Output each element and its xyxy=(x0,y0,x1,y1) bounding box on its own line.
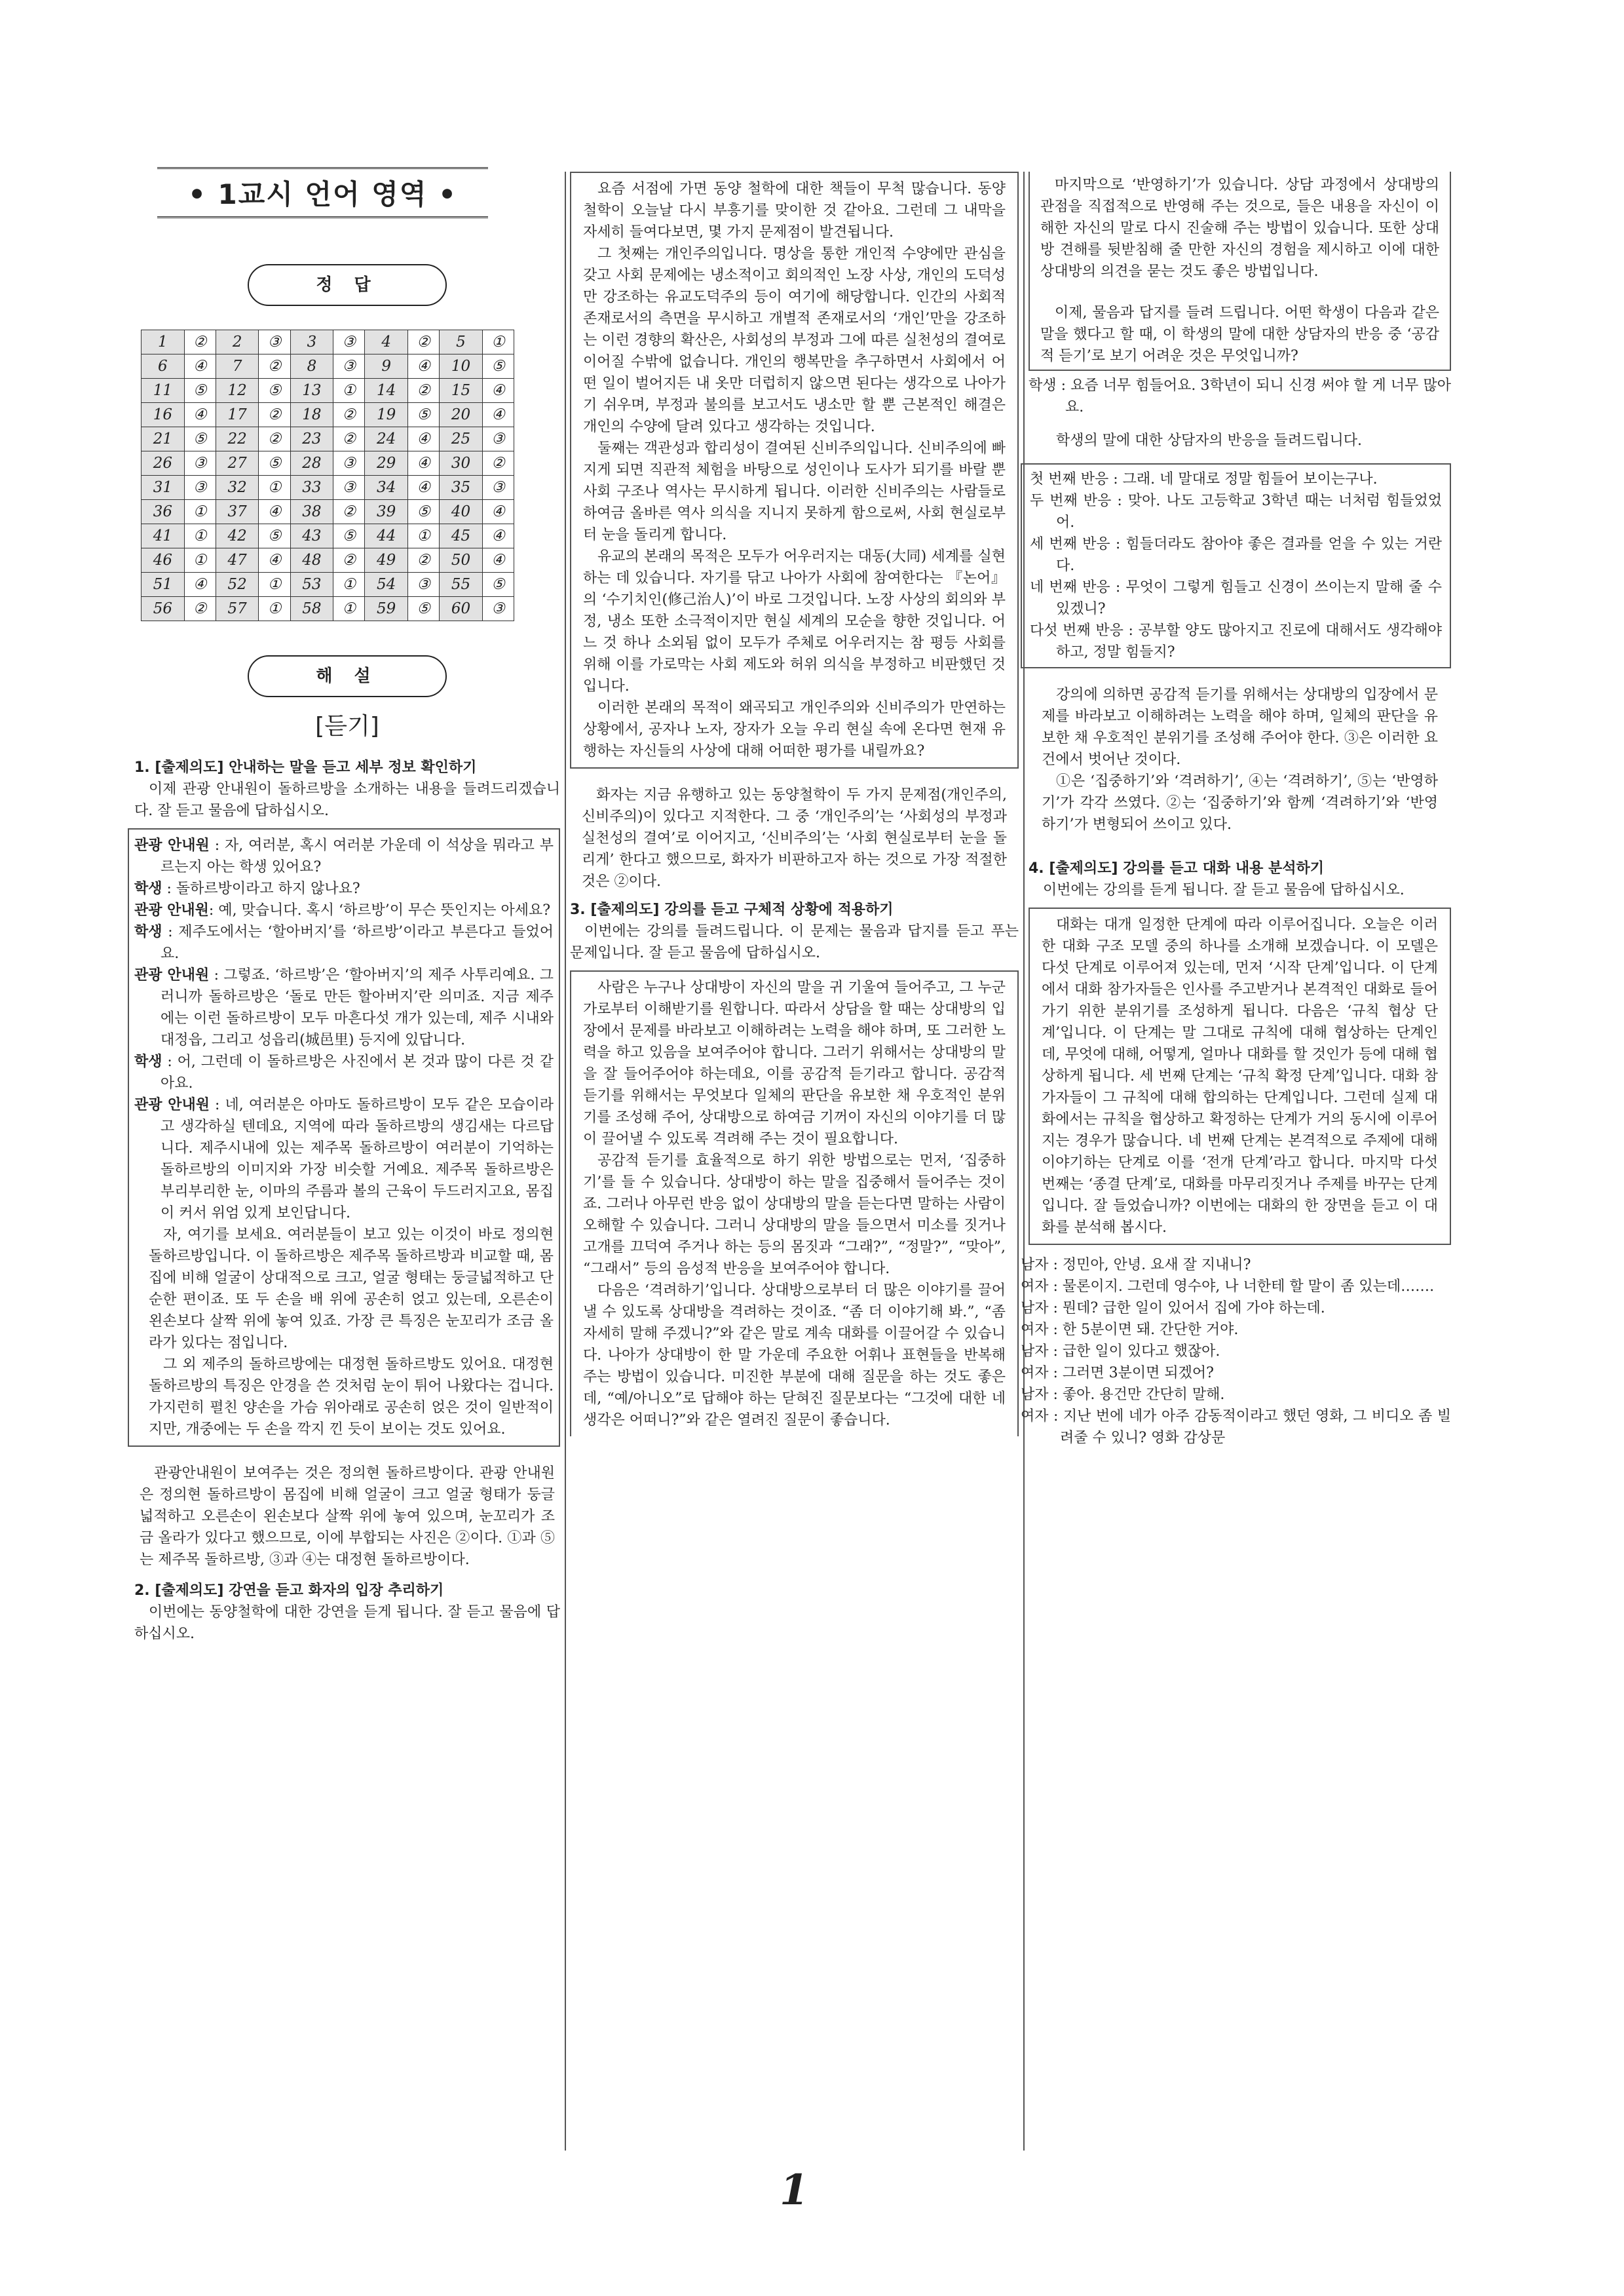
answer-number: 24 xyxy=(365,427,408,451)
answer-row xyxy=(142,451,514,476)
column-2 xyxy=(570,172,1019,1436)
column-rule-left xyxy=(565,172,566,2151)
dialog-line xyxy=(134,878,554,900)
answer-number: 60 xyxy=(440,597,483,621)
answer-row xyxy=(142,330,514,354)
answer-number: 59 xyxy=(365,597,408,621)
answer-row xyxy=(142,597,514,621)
answer-choice: ② xyxy=(408,548,440,573)
dialog-line xyxy=(134,965,554,1051)
answer-number: 52 xyxy=(216,573,259,597)
answer-label: 정 답 xyxy=(248,264,447,306)
answer-choice: ③ xyxy=(482,427,514,451)
answer-number: 32 xyxy=(216,476,259,500)
q3-lecture-paragraph: 마지막으로 ‘반영하기’가 있습니다. 상담 과정에서 상대방의 관점을 직접적으로 반영해 주는 것으로, 들은 내용을 자신이 이해한 자신의 말로 다시 진술해 주는 방법이 있습니다. 또한 상대방 견해를 뒷받침해 줄 만한 자신의 경험을 제시하고 이에 대한 상대방의 의견을 묻는 것도 좋은 방법입니다. xyxy=(1040,177,1439,280)
answer-number: 26 xyxy=(142,451,185,476)
dialog-line xyxy=(134,1354,554,1440)
answer-row xyxy=(142,354,514,379)
q2-lecture-paragraph: 요즘 서점에 가면 동양 철학에 대한 책들이 무척 많습니다. 동양 철학이 오늘날 다시 부흥기를 맞이한 것 같아요. 그런데 그 내막을 자세히 들여다보면, 몇 가지 문제점이 발견됩니다. xyxy=(583,181,1006,240)
answer-number: 12 xyxy=(216,379,259,403)
answer-number: 50 xyxy=(440,548,483,573)
speaker-label: 관광 안내원 xyxy=(134,1097,210,1113)
answer-choice: ③ xyxy=(333,354,365,379)
answer-number: 40 xyxy=(440,500,483,524)
page-number: 1 xyxy=(780,2166,809,2215)
answer-number: 58 xyxy=(290,597,333,621)
answer-number: 37 xyxy=(216,500,259,524)
answer-choice: ① xyxy=(482,330,514,354)
dialog-line: 여자 : 물론이지. 그런데 영수야, 나 너한테 할 말이 좀 있는데……. xyxy=(1021,1278,1435,1295)
answer-choice: ② xyxy=(333,403,365,427)
speaker-label: 관광 안내원 xyxy=(134,837,210,854)
dialog-line: 남자 : 뭔데? 급한 일이 있어서 집에 가야 하는데. xyxy=(1021,1300,1325,1316)
q1-commentary: 관광안내원이 보여주는 것은 정의현 돌하르방이다. 관광 안내원은 정의현 돌하르방이 몸집에 비해 얼굴이 크고 얼굴 형태가 둥글넓적하고 오른손이 왼손보다 살짝 위에 놓여 있으며, 눈꼬리가 조금 올라가 있다고 했으므로, 이에 부합되는 사진은 ②이다. ①과 ⑤는 제주목 돌하르방, ③과 ④는 대정현 돌하르방이다. xyxy=(140,1465,555,1568)
answer-number: 46 xyxy=(142,548,185,573)
dialog-line xyxy=(134,921,554,965)
answer-choice: ⑤ xyxy=(259,524,290,548)
answer-choice: ② xyxy=(259,403,290,427)
dialog-line: 여자 : 지난 번에 네가 아주 감동적이라고 했던 영화, 그 비디오 좀 빌려줄 수 있니? 영화 감상문 xyxy=(1021,1408,1451,1446)
answer-choice: ② xyxy=(482,451,514,476)
answer-number: 30 xyxy=(440,451,483,476)
q3-responses-box xyxy=(1021,463,1451,668)
answer-choice: ③ xyxy=(482,476,514,500)
page-title: • 1교시 언어 영역 • xyxy=(157,167,488,218)
q3-lecture-paragraph: 이제, 물음과 답지를 들려 드립니다. 어떤 학생이 다음과 같은 말을 했다고 할 때, 이 학생의 말에 대한 상담자의 반응 중 ‘공감적 듣기’로 보기 어려운 것은 무엇입니까? xyxy=(1040,305,1439,364)
response-line: 세 번째 반응 : 힘들더라도 참아야 좋은 결과를 얻을 수 있는 거란다. xyxy=(1030,536,1442,574)
dialog-line xyxy=(134,835,554,878)
dialog-line: 남자 : 정민아, 안녕. 요새 잘 지내니? xyxy=(1021,1257,1251,1273)
answer-choice: ③ xyxy=(184,476,216,500)
answer-number: 15 xyxy=(440,379,483,403)
answer-choice: ④ xyxy=(408,476,440,500)
answer-number: 19 xyxy=(365,403,408,427)
answer-number: 43 xyxy=(290,524,333,548)
answer-number: 10 xyxy=(440,354,483,379)
answer-choice: ⑤ xyxy=(333,524,365,548)
response-line: 다섯 번째 반응 : 공부할 양도 많아지고 진로에 대해서도 생각해야 하고, 정말 힘들지? xyxy=(1030,622,1442,660)
answer-choice: ② xyxy=(333,548,365,573)
speaker-label: 관광 안내원 xyxy=(134,967,210,984)
answer-number: 36 xyxy=(142,500,185,524)
q3-lecture-paragraph: 공감적 듣기를 효율적으로 하기 위한 방법으로는 먼저, ‘집중하기’를 들 수 있습니다. 상대방이 하는 말을 집중해서 들어주는 것이죠. 그러나 아무런 반응 없이 상대방의 말을 듣는다면 말하는 사람이 오해할 수 있습니다. 그러니 상대방의 말을 들으면서 미소를 짓거나 고개를 끄덕여 주거나 하는 등의 몸짓과 “그래?”, “정말?”, “맞아”, “그래서” 등의 음성적 반응을 보여주어야 합니다. xyxy=(583,1153,1006,1277)
answer-choice: ① xyxy=(408,524,440,548)
answer-choice: ④ xyxy=(482,524,514,548)
answer-choice: ⑤ xyxy=(184,379,216,403)
answer-choice: ⑤ xyxy=(408,597,440,621)
dialog-text: : 네, 여러분은 아마도 돌하르방이 모두 같은 모습이라고 생각하실 텐데요, 지역에 따라 돌하르방의 생김새는 다르답니다. 제주시내에 있는 제주목 돌하르방이 여러분이 기억하는 돌하르방의 이미지와 가장 비슷할 거예요. 제주목 돌하르방은 부리부리한 눈, 이마의 주름과 볼의 근육이 두드러지고요, 몸집이 커서 위엄 있게 보인답니다. xyxy=(161,1097,554,1221)
q3-script-box xyxy=(570,970,1019,1436)
answer-number: 17 xyxy=(216,403,259,427)
answer-number: 55 xyxy=(440,573,483,597)
dialog-line xyxy=(134,900,554,921)
answer-choice: ③ xyxy=(408,573,440,597)
dialog-text: : 돌하르방이라고 하지 않나요? xyxy=(162,881,360,897)
answer-number: 27 xyxy=(216,451,259,476)
dialog-line xyxy=(134,1224,554,1354)
answer-choice: ④ xyxy=(184,354,216,379)
q2-heading: 2. [출제의도] 강연을 듣고 화자의 입장 추리하기 xyxy=(134,1582,444,1599)
q3-student-line: 학생 : 요즘 너무 힘들어요. 3학년이 되니 신경 써야 할 게 너무 많아요. xyxy=(1029,377,1451,415)
answer-number: 56 xyxy=(142,597,185,621)
answer-choice: ⑤ xyxy=(408,403,440,427)
q4-lecture: 대화는 대개 일정한 단계에 따라 이루어집니다. 오늘은 이러한 대화 구조 모델 중의 하나를 소개해 보겠습니다. 이 모델은 다섯 단계로 이루어져 있는데, 먼저 ‘시작 단계’입니다. 이 단계에서 대화 참가자들은 인사를 주고받거나 본격적인 대화로 들어가기 위한 분위기를 조성하게 됩니다. 다음은 ‘규칙 협상 단계’입니다. 이 단계는 말 그대로 규칙에 대해 협상하는 단계인데, 무엇에 대해, 어떻게, 얼마나 대화를 할 것인가 등에 대해 협상하게 됩니다. 세 번째 단계는 ‘규칙 확정 단계’입니다. 대화 참가자들이 그 규칙에 대해 합의하는 단계입니다. 그런데 실제 대화에서는 규칙을 협상하고 확정하는 단계가 거의 동시에 이루어지는 경우가 많습니다. 네 번째 단계는 본격적으로 주제에 대해 이야기하는 단계로 이를 ‘전개 단계’라고 합니다. 마지막 다섯 번째는 ‘종결 단계’로, 대화를 마무리짓거나 주제를 바꾸는 단계입니다. 잘 들었습니까? 이번에는 대화의 한 장면을 듣고 이 대화를 분석해 봅시다. xyxy=(1042,917,1438,1236)
answer-number: 42 xyxy=(216,524,259,548)
answer-number: 28 xyxy=(290,451,333,476)
answer-choice: ② xyxy=(333,500,365,524)
answer-number: 49 xyxy=(365,548,408,573)
answer-choice: ⑤ xyxy=(482,573,514,597)
answer-choice: ③ xyxy=(184,451,216,476)
answer-number: 51 xyxy=(142,573,185,597)
answer-number: 38 xyxy=(290,500,333,524)
column-3 xyxy=(1021,172,1451,1449)
answer-choice: ② xyxy=(333,427,365,451)
q2-lecture-paragraph: 이러한 본래의 목적이 왜곡되고 개인주의와 신비주의가 만연하는 상황에서, 공자나 노자, 장자가 오늘 우리 현실 속에 온다면 현재 유행하는 자신들의 사상에 대해 어떠한 평가를 내릴까요? xyxy=(583,700,1006,759)
dialog-text: : 예, 맞습니다. 혹시 ‘하르방’이 무슨 뜻인지는 아세요? xyxy=(208,902,551,919)
answer-number: 44 xyxy=(365,524,408,548)
answer-choice: ① xyxy=(333,379,365,403)
answer-number: 53 xyxy=(290,573,333,597)
q1-heading: 1. [출제의도] 안내하는 말을 듣고 세부 정보 확인하기 xyxy=(134,759,477,776)
response-line: 첫 번째 반응 : 그래. 네 말대로 정말 힘들어 보이는구나. xyxy=(1030,471,1378,488)
answer-number: 22 xyxy=(216,427,259,451)
q3-lecture-paragraph: 다음은 ‘격려하기’입니다. 상대방으로부터 더 많은 이야기를 끌어낼 수 있도록 상대방을 격려하는 것이죠. “좀 더 이야기해 봐.”, “좀 자세히 말해 주겠니?”와 같은 말로 계속 대화를 이끌어갈 수 있습니다. 나아가 상대방이 한 말 가운데 주요한 어휘나 표현들을 반복해 주는 방법이 있습니다. 미진한 부분에 대해 질문을 하는 것도 좋은데, “예/아니오”로 답해야 하는 닫혀진 질문보다는 “그것에 대한 네 생각은 어떠니?”와 같은 열려진 질문이 좋습니다. xyxy=(583,1282,1006,1428)
answer-number: 7 xyxy=(216,354,259,379)
speaker-label: 학생 xyxy=(134,881,162,897)
answer-table xyxy=(141,330,514,621)
q3-lecture-paragraph: 사람은 누구나 상대방이 자신의 말을 귀 기울여 들어주고, 그 누군가로부터 이해받기를 원합니다. 따라서 상담을 할 때는 상대방의 입장에서 문제를 바라보고 이해하려는 노력을 해야 하며, 또 그러한 노력을 하고 있음을 보여주어야 합니다. 그러기 위해서는 상대방의 말을 잘 들어주어야 하는데요, 이를 공감적 듣기라고 합니다. 공감적 듣기를 위해서는 무엇보다 일체의 판단을 유보한 채 우호적인 분위기를 조성해 주어, 상대방으로 하여금 기꺼이 자신의 이야기를 더 많이 끌어낼 수 있도록 격려해 주는 것이 필요합니다. xyxy=(583,980,1006,1147)
response-line: 네 번째 반응 : 무엇이 그렇게 힘들고 신경이 쓰이는지 말해 줄 수 있겠니? xyxy=(1030,579,1442,617)
speaker-label: 학생 xyxy=(134,924,162,940)
answer-row xyxy=(142,548,514,573)
answer-number: 3 xyxy=(290,330,333,354)
answer-choice: ① xyxy=(184,548,216,573)
q3-script-box-continued xyxy=(1029,172,1451,371)
answer-choice: ④ xyxy=(482,379,514,403)
q4-script-box xyxy=(1029,908,1451,1245)
answer-choice: ④ xyxy=(482,548,514,573)
answer-choice: ④ xyxy=(259,548,290,573)
q3-heading: 3. [출제의도] 강의를 듣고 구체적 상황에 적용하기 xyxy=(570,902,894,918)
q2-lecture-paragraph: 둘째는 객관성과 합리성이 결여된 신비주의입니다. 신비주의에 빠지게 되면 직관적 체험을 바탕으로 성인이나 도사가 되기를 바랄 뿐 사회 구조나 역사는 무시하게 됩니다. 이러한 신비주의는 사람들로 하여금 올바른 역사 의식을 지니지 못하게 함으로써, 사회 현실로부터 눈을 돌리게 합니다. xyxy=(583,440,1006,543)
answer-number: 9 xyxy=(365,354,408,379)
answer-number: 48 xyxy=(290,548,333,573)
answer-row xyxy=(142,476,514,500)
answer-number: 31 xyxy=(142,476,185,500)
answer-choice: ② xyxy=(184,597,216,621)
section-heading: [듣기] xyxy=(315,713,379,740)
answer-choice: ④ xyxy=(184,573,216,597)
answer-choice: ④ xyxy=(408,427,440,451)
answer-choice: ④ xyxy=(259,500,290,524)
dialog-text: 자, 여기를 보세요. 여러분들이 보고 있는 이것이 바로 정의현 돌하르방입니다. 이 돌하르방은 제주목 돌하르방과 비교할 때, 몸집에 비해 얼굴이 상대적으로 크고, 얼굴 형태는 둥글넓적하고 단순한 편이죠. 또 두 손을 배 위에 공손히 얹고 있는데, 오른손이 왼손보다 살짝 위에 놓여 있죠. 가장 큰 특징은 눈꼬리가 조금 올라가 있다는 점입니다. xyxy=(149,1227,554,1351)
answer-number: 45 xyxy=(440,524,483,548)
answer-choice: ② xyxy=(259,427,290,451)
dialog-text: : 자, 여러분, 혹시 여러분 가운데 이 석상을 뭐라고 부르는지 아는 학생 있어요? xyxy=(161,837,554,875)
dialog-line: 남자 : 좋아. 용건만 간단히 말해. xyxy=(1021,1387,1225,1403)
dialog-text: : 그렇죠. ‘하르방’은 ‘할아버지’의 제주 사투리예요. 그러니까 돌하르방은 ‘돌로 만든 할아버지’란 의미죠. 지금 제주에는 이런 돌하르방이 모두 마흔다섯 개가 있는데, 제주 시내와 대정읍, 그리고 성읍리(城邑里) 등지에 있답니다. xyxy=(161,967,554,1048)
q4-heading: 4. [출제의도] 강의를 듣고 대화 내용 분석하기 xyxy=(1029,860,1325,877)
answer-choice: ⑤ xyxy=(408,500,440,524)
answer-number: 13 xyxy=(290,379,333,403)
answer-number: 6 xyxy=(142,354,185,379)
answer-choice: ④ xyxy=(482,500,514,524)
answer-choice: ③ xyxy=(333,451,365,476)
dialog-text: : 제주도에서는 ‘할아버지’를 ‘하르방’이라고 부른다고 들었어요. xyxy=(161,924,554,962)
answer-number: 29 xyxy=(365,451,408,476)
column-1 xyxy=(134,167,560,1645)
answer-choice: ⑤ xyxy=(259,451,290,476)
answer-number: 11 xyxy=(142,379,185,403)
response-line: 두 번째 반응 : 맞아. 나도 고등학교 3학년 때는 너처럼 힘들었었어. xyxy=(1030,493,1442,531)
answer-choice: ④ xyxy=(482,403,514,427)
answer-number: 4 xyxy=(365,330,408,354)
answer-row xyxy=(142,427,514,451)
answer-number: 2 xyxy=(216,330,259,354)
answer-number: 5 xyxy=(440,330,483,354)
answer-choice: ③ xyxy=(259,330,290,354)
answer-number: 8 xyxy=(290,354,333,379)
answer-choice: ③ xyxy=(333,330,365,354)
q2-lecture-paragraph: 유교의 본래의 목적은 모두가 어우러지는 대동(大同) 세계를 실현하는 데 있습니다. 자기를 닦고 나아가 사회에 참여한다는 『논어』의 ‘수기치인(修己治人)’이 바로 그것입니다. 노장 사상의 회의와 부정, 냉소 또한 소극적이지만 현실 세계의 모순을 향한 것입니다. 어느 것 하나 소외됨 없이 모두가 주체로 어우러지는 참 평등 사회를 위해 이를 가로막는 사회 제도와 허위 의식을 부정하고 비판했던 것입니다. xyxy=(583,548,1006,695)
q1-intro: 이제 관광 안내원이 돌하르방을 소개하는 내용을 들려드리겠습니다. 잘 듣고 물음에 답하십시오. xyxy=(134,781,560,819)
answer-number: 18 xyxy=(290,403,333,427)
answer-choice: ③ xyxy=(333,476,365,500)
q4-dialog xyxy=(1021,1254,1451,1449)
answer-number: 1 xyxy=(142,330,185,354)
dialog-line: 여자 : 한 5분이면 돼. 간단한 거야. xyxy=(1021,1322,1239,1338)
answer-number: 39 xyxy=(365,500,408,524)
q1-script-box xyxy=(128,828,560,1447)
answer-number: 21 xyxy=(142,427,185,451)
dialog-line xyxy=(134,1051,554,1094)
answer-choice: ② xyxy=(408,379,440,403)
answer-choice: ① xyxy=(184,524,216,548)
q3-commentary xyxy=(1029,684,1451,835)
answer-number: 16 xyxy=(142,403,185,427)
answer-number: 41 xyxy=(142,524,185,548)
q3-prompt: 학생의 말에 대한 상담자의 반응을 들려드립니다. xyxy=(1056,432,1363,449)
answer-choice: ③ xyxy=(482,597,514,621)
answer-choice: ① xyxy=(259,476,290,500)
answer-choice: ④ xyxy=(408,354,440,379)
answer-choice: ① xyxy=(259,573,290,597)
q2-script-box xyxy=(570,172,1019,769)
commentary-paragraph: 강의에 의하면 공감적 듣기를 위해서는 상대방의 입장에서 문제를 바라보고 이해하려는 노력을 해야 하며, 일체의 판단을 유보한 채 우호적인 분위기를 조성해 주어야 한다. ③은 이러한 요건에서 벗어난 것이다. xyxy=(1042,687,1438,768)
answer-row xyxy=(142,379,514,403)
answer-number: 54 xyxy=(365,573,408,597)
answer-row xyxy=(142,573,514,597)
answer-number: 14 xyxy=(365,379,408,403)
q4-intro: 이번에는 강의를 듣게 됩니다. 잘 듣고 물음에 답하십시오. xyxy=(1043,882,1405,898)
dialog-line: 남자 : 급한 일이 있다고 했잖아. xyxy=(1021,1343,1220,1360)
answer-choice: ① xyxy=(184,500,216,524)
q2-intro: 이번에는 동양철학에 대한 강연을 듣게 됩니다. 잘 듣고 물음에 답하십시오. xyxy=(134,1604,560,1642)
answer-number: 57 xyxy=(216,597,259,621)
answer-choice: ② xyxy=(184,330,216,354)
answer-choice: ① xyxy=(259,597,290,621)
answer-choice: ⑤ xyxy=(184,427,216,451)
answer-choice: ② xyxy=(259,354,290,379)
dialog-text: 그 외 제주의 돌하르방에는 대정현 돌하르방도 있어요. 대정현 돌하르방의 특징은 안경을 쓴 것처럼 눈이 튀어 나왔다는 겁니다. 가지런히 펼친 양손을 가슴 위아래로 공손히 얹은 것이 일반적이지만, 개중에는 두 손을 깍지 낀 듯이 보이는 것도 있어요. xyxy=(149,1356,554,1438)
speaker-label: 학생 xyxy=(134,1054,162,1070)
dialog-text: : 어, 그런데 이 돌하르방은 사진에서 본 것과 많이 다른 것 같아요. xyxy=(161,1054,554,1092)
answer-number: 34 xyxy=(365,476,408,500)
q3-intro: 이번에는 강의를 들려드립니다. 이 문제는 물음과 답지를 듣고 푸는 문제입니다. 잘 듣고 물음에 답하십시오. xyxy=(570,923,1019,961)
answer-number: 33 xyxy=(290,476,333,500)
q2-commentary: 화자는 지금 유행하고 있는 동양철학이 두 가지 문제점(개인주의, 신비주의)이 있다고 지적한다. 그 중 ‘개인주의’는 ‘사회성의 부정과 실천성의 결여’로 이어지고, ‘신비주의’는 ‘사회 현실로부터 눈을 돌리게’ 한다고 했으므로, 화자가 비판하고자 하는 것으로 가장 적절한 것은 ②이다. xyxy=(582,787,1007,890)
q2-lecture-paragraph: 그 첫째는 개인주의입니다. 명상을 통한 개인적 수양에만 관심을 갖고 사회 문제에는 냉소적이고 회의적인 노장 사상, 개인의 도덕성만 강조하는 유교도덕주의 등이 여기에 해당합니다. 인간의 사회적 존재로서의 측면을 무시하고 개별적 존재로서의 ‘개인’만을 강조하는 이런 경향의 확산은, 사회성의 부정과 그에 따른 실천성의 결여로 이어질 수밖에 없습니다. 개인의 행복만을 추구하면서 사회에서 어떤 일이 벌어지든 내 옷만 더럽히지 않으면 된다는 생각으로 나아가기 쉬우며, 부정과 불의를 보고서도 냉소만 할 뿐 근본적인 해결은 개인의 수양에 달려 있다고 생각하는 것입니다. xyxy=(583,246,1006,435)
answer-choice: ② xyxy=(408,330,440,354)
answer-row xyxy=(142,524,514,548)
answer-row xyxy=(142,403,514,427)
answer-choice: ④ xyxy=(184,403,216,427)
answer-choice: ⑤ xyxy=(259,379,290,403)
answer-choice: ① xyxy=(333,573,365,597)
answer-number: 25 xyxy=(440,427,483,451)
answer-number: 35 xyxy=(440,476,483,500)
commentary-paragraph: ①은 ‘집중하기’와 ‘격려하기’, ④는 ‘격려하기’, ⑤는 ‘반영하기’가 각각 쓰였다. ②는 ‘집중하기’와 함께 ‘격려하기’와 ‘반영하기’가 변형되어 쓰이고 있다. xyxy=(1042,773,1438,833)
answer-choice: ⑤ xyxy=(482,354,514,379)
speaker-label: 관광 안내원 xyxy=(134,902,209,919)
dialog-line xyxy=(134,1094,554,1224)
answer-number: 20 xyxy=(440,403,483,427)
answer-choice: ④ xyxy=(408,451,440,476)
explanation-label: 해 설 xyxy=(248,655,447,697)
answer-row xyxy=(142,500,514,524)
answer-choice: ① xyxy=(333,597,365,621)
answer-number: 23 xyxy=(290,427,333,451)
answer-number: 47 xyxy=(216,548,259,573)
dialog-line: 여자 : 그러면 3분이면 되겠어? xyxy=(1021,1365,1214,1381)
